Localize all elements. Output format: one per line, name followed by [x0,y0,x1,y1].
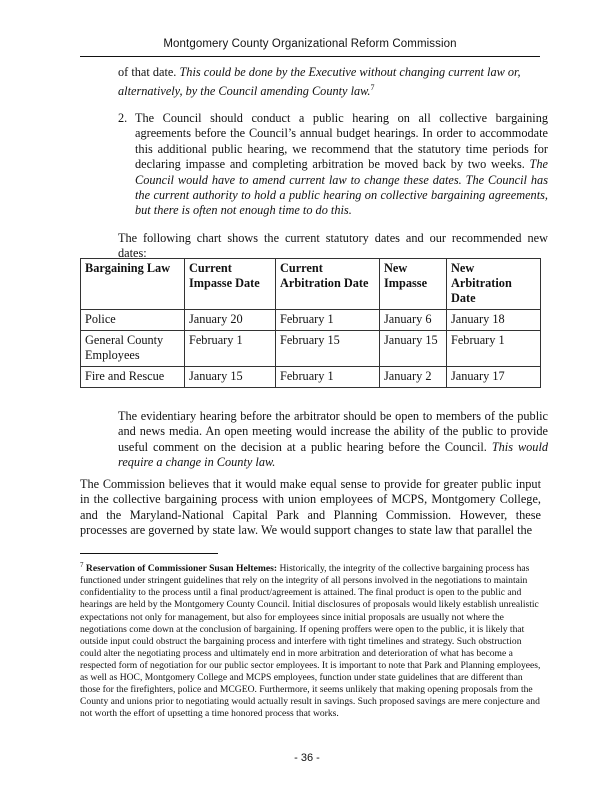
running-header: Montgomery County Organizational Reform Commission [163,38,457,50]
table-cell: January 18 [447,310,541,331]
item-number: 2. [118,111,128,125]
table-cell: January 15 [380,331,447,367]
table-header-row [81,259,541,310]
column-header: Current Impasse Date [185,259,276,310]
table-cell: February 1 [276,310,380,331]
table-cell: Police [81,310,185,331]
table-cell: January 6 [380,310,447,331]
table-cell: February 1 [447,331,541,367]
table-cell: January 17 [447,367,541,388]
column-header: Current Arbitration Date [276,259,380,310]
column-header: Bargaining Law [81,259,185,310]
column-header: New Impasse [380,259,447,310]
item-text [135,111,548,219]
header-rule [80,56,540,57]
chart-intro: The following chart shows the current statutory dates and our recommended new dates: [118,231,548,261]
table-cell: Fire and Rescue [81,367,185,388]
paragraph-italic: This would require a change in County law. [118,439,549,470]
paragraph-text: The evidentiary hearing before the arbitrator should be open to members of the public and news media. An open meeting would increase the ability of the public to provide useful comment on the decision at a public hearing before the Council. [118,409,548,454]
table-row [81,310,541,331]
table-cell: February 15 [276,331,380,367]
table-cell: January 15 [185,367,276,388]
column-header: New Arbitration Date [447,259,541,310]
paragraph-continuation [118,65,548,100]
item-body: The Council should conduct a public hearing on all collective bargaining agreements before the Council’s annual budget hearings. In order to accommodate this additional public hearing, we recommend that the statutory time periods for declaring impasse and completing arbitration be moved back by two weeks. [135,111,548,172]
dates-table [80,258,541,388]
page-number: - 36 - [294,752,320,764]
footnote-reference: 7 [370,83,375,93]
footnote [80,559,541,720]
table-cell: February 1 [276,367,380,388]
paragraph-hearing [118,409,548,471]
footnote-mark: 7 [80,561,84,569]
item-italic: The Council would have to amend current law to change these dates. The Council has the current authority to hold a public hearing on collective bargaining agreements, but there is often not enough time to do this. [135,157,548,218]
table-cell: January 20 [185,310,276,331]
table-cell: February 1 [185,331,276,367]
footnote-heading: Reservation of Commissioner Susan Heltemes: [85,563,278,575]
footnote-rule [80,553,218,554]
paragraph-text: of that date. [118,65,177,79]
paragraph-commission: The Commission believes that it would make equal sense to provide for greater public input in the collective bargaining process with union employees of MCPS, Montgomery College, and the Maryland-National Capital Park and Planning Commission. However, these processes are governed by state law. We would support changes to state law that parallel the [80,477,541,538]
table-cell: January 2 [380,367,447,388]
footnote-text: Historically, the integrity of the collective bargaining process has functioned under stringent guidelines that rely on the integrity of all persons involved in the negotiations to maintain confidentiality to the process until a final product/agreement is attained. The final product is open to the public and hearings are held by the Montgomery County Council. Initial disclosures of proposals would likely establish unrealistic expectations not only for management, but also for employees since initial proposals are usually not where the negotiations come down at the conclusion of bargaining. If opening proffers were open to the public, it is likely that outside input could obstruct the bargaining process and interfere with tight timelines and strategy. Such obstruction could alter the negotiating process and ultimately end in more arbitration and deterioration of what has become a respected form of negotiation for our public sector employees. It is important to note that Park and Planning employees, as well as HOC, Montgomery College and MCPS employees, function under state guidelines that are different than those for the firefighters, police and MCGEO. Furthermore, it seems unlikely that making opening proposals from the County and unions prior to negotiating would actually result in savings. Such proposed savings are mere conjecture and not worth the effort of upsetting a time honored process that works. [80,563,541,720]
table-cell: General County Employees [81,331,185,367]
paragraph-italic: This could be done by the Executive without changing current law or, alternatively, by the Council amending County law. [118,65,521,99]
table-row [81,367,541,388]
table-row [81,331,541,367]
